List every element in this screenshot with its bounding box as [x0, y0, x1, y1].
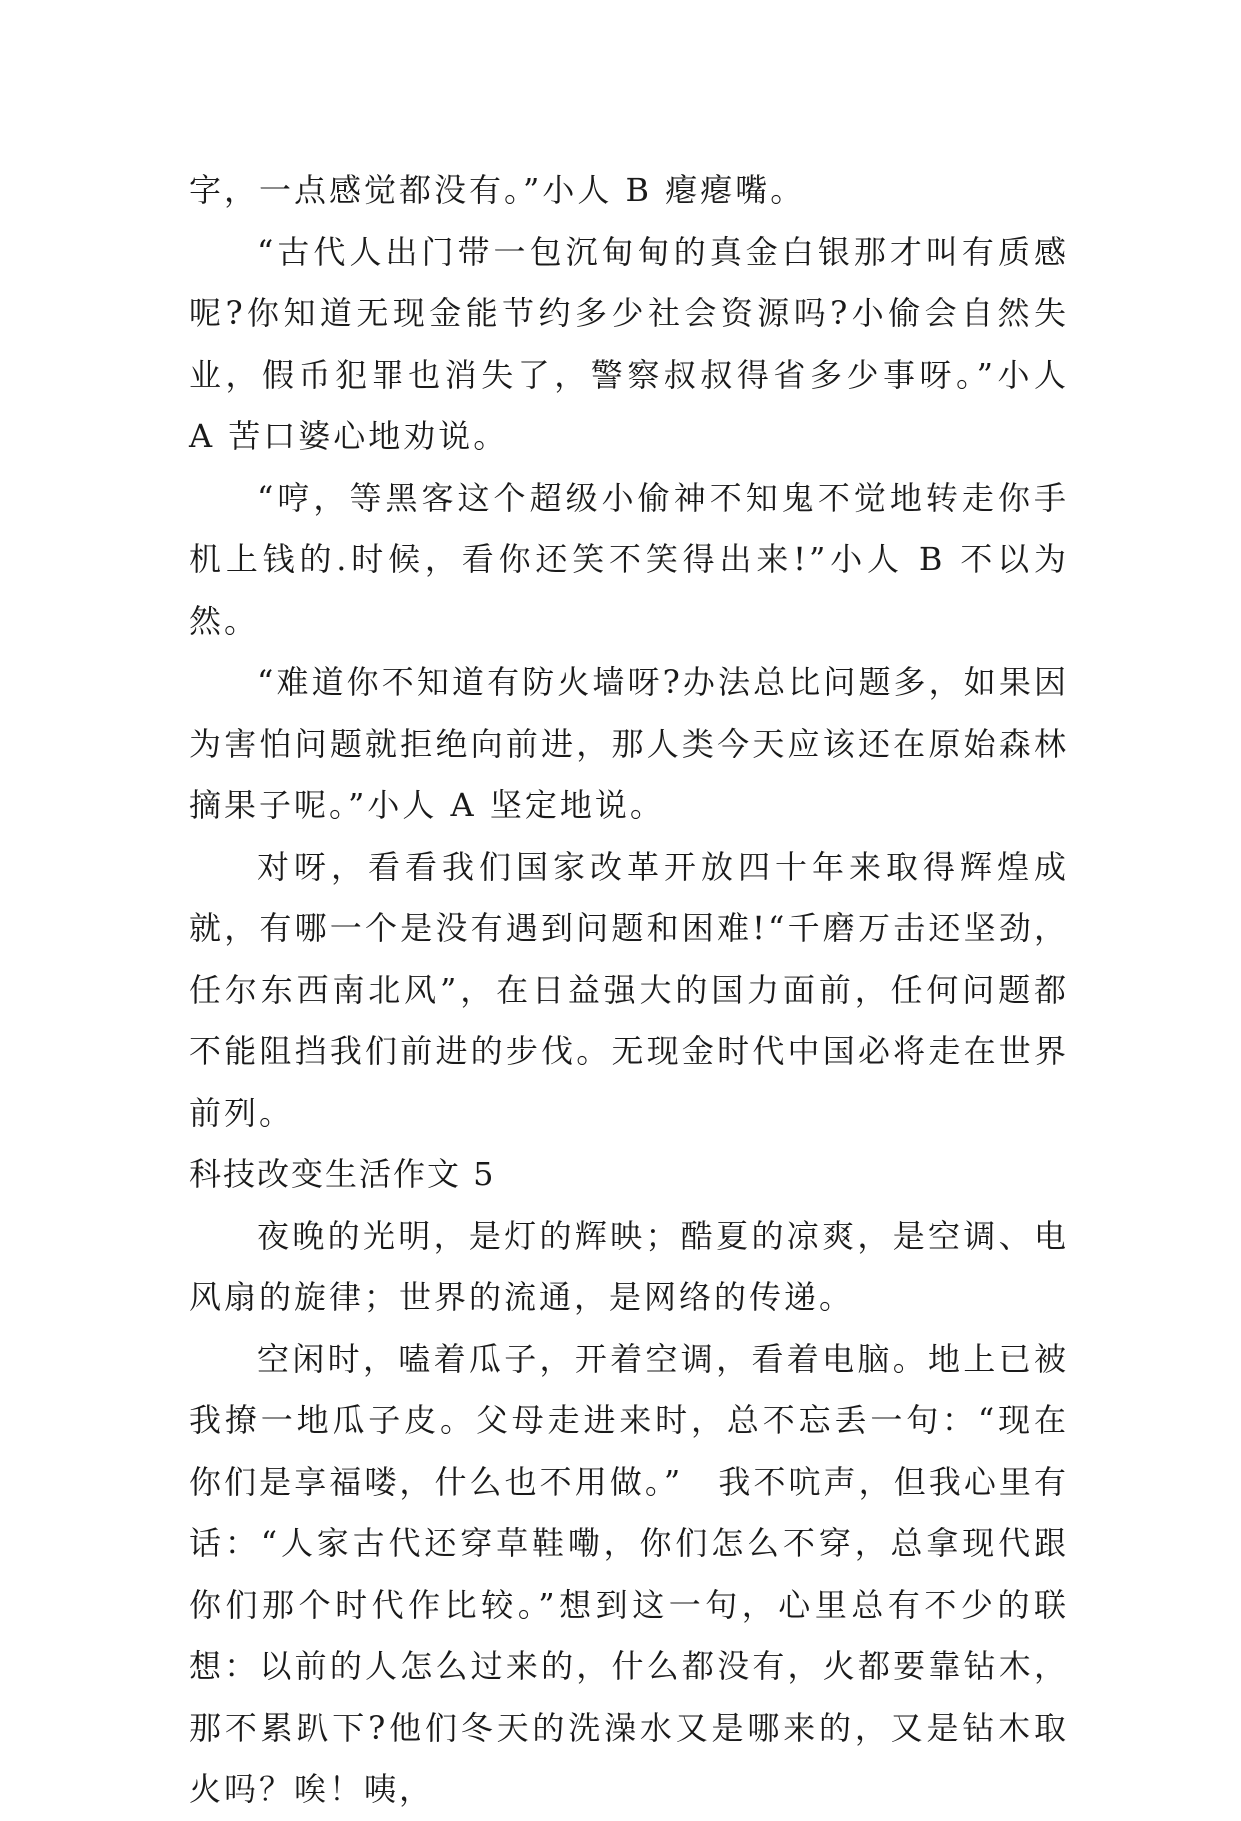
paragraph-6: 夜晚的光明，是灯的辉映；酷夏的凉爽，是空调、电风扇的旋律；世界的流通，是网络的传递。: [189, 1216, 1069, 1316]
paragraph-7: 空闲时，嗑着瓜子，开着空调，看着电脑。地上已被我撩一地瓜子皮。父母走进来时，总不忘丢一句：“现在你们是享福喽，什么也不用做。” 我不吭声，但我心里有话：“人家古代还穿草鞋嘞，你们怎么不穿，总拿现代跟你们那个时代作比较。”想到这一句，心里总有不少的联想：以前的人怎么过来的，什么都没有，火都要靠钻木，那不累趴下?他们冬天的洗澡水又是哪来的，又是钻木取火吗？唉！咦，: [189, 1339, 1069, 1808]
paragraph-3: “哼，等黑客这个超级小偷神不知鬼不觉地转走你手机上钱的.时候，看你还笑不笑得出来!”小人 B 不以为然。: [189, 478, 1069, 640]
paragraph-2: “古代人出门带一包沉甸甸的真金白银那才叫有质感呢?你知道无现金能节约多少社会资源吗?小偷会自然失业，假币犯罪也消失了，警察叔叔得省多少事呀。”小人 A 苦口婆心地劝说。: [189, 232, 1069, 455]
paragraph-4: “难道你不知道有防火墙呀?办法总比问题多，如果因为害怕问题就拒绝向前进，那人类今天应该还在原始森林摘果子呢。”小人 A 坚定地说。: [189, 663, 1069, 824]
paragraph-1: 字，一点感觉都没有。”小人 B 瘪瘪嘴。: [189, 171, 806, 209]
section-heading: 科技改变生活作文 5: [189, 1155, 496, 1193]
document-body: [189, 160, 1069, 1821]
paragraph-5: 对呀，看看我们国家改革开放四十年来取得辉煌成就，有哪一个是没有遇到问题和困难!“千磨万击还坚劲，任尔东西南北风”，在日益强大的国力面前，任何问题都不能阻挡我们前进的步伐。无现金时代中国必将走在世界前列。: [189, 847, 1069, 1132]
